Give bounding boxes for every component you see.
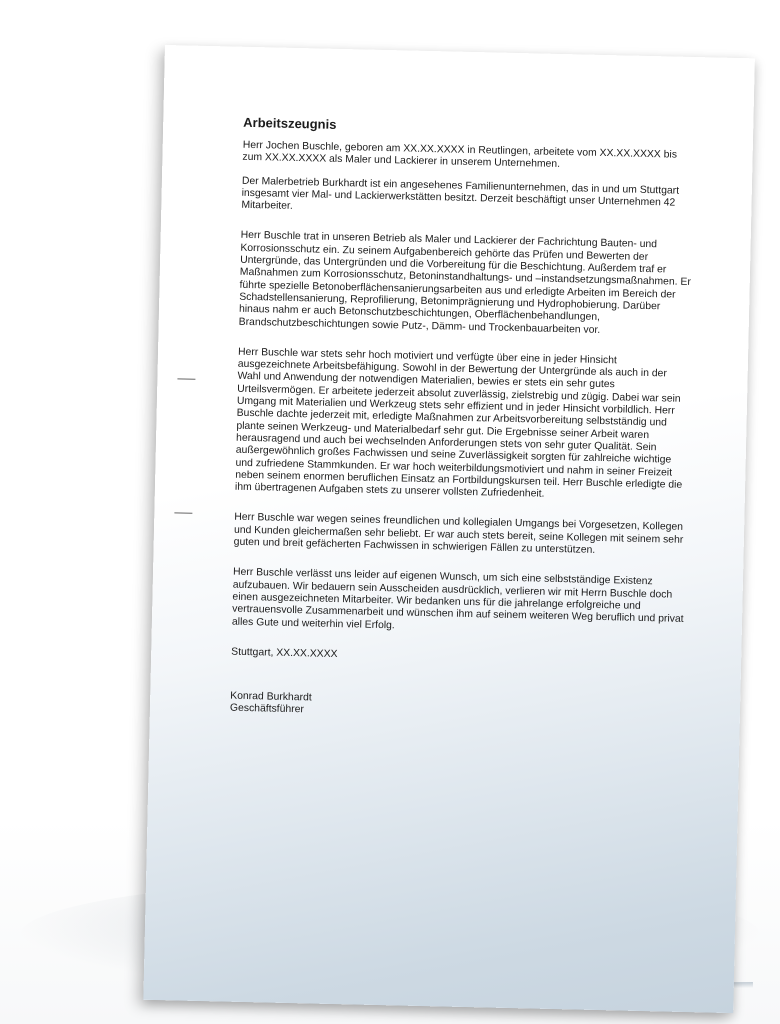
document-page [143, 45, 755, 1013]
signer-name: Konrad Burkhardt [230, 690, 312, 704]
paragraph-conduct: Herr Buschle war wegen seines freundlichen und kollegialen Umgangs bei Vorgesetzen, Kollegen und Kunden gleichermaßen sehr beliebt. Er war auch stets bereit, seine Kollegen mit seinem sehr guten und breit gefächerten Fachwissen in schwierigen Fällen zu unterstützen. [233, 512, 684, 556]
document-title: Arbeitszeugnis [243, 114, 337, 132]
fold-mark-upper [177, 378, 195, 379]
paragraph-company: Der Malerbetrieb Burkhardt ist ein angesehenes Familienunternehmen, das in und um Stuttgart insgesamt vier Mal- und Lackierwerkstätten besitzt. Derzeit beschäftigt unser Unternehmen 42 Mitarbeiter. [241, 175, 680, 213]
paragraph-performance: Herr Buschle war stets sehr hoch motiviert und verfügte über eine in jeder Hinsicht ausgezeichnete Arbeitsbefähigung. Sowohl in der Bewertung der Untergründe als auch in der Wahl und Anwendung der notwendigen Materialien, bewies er stets ein sehr gutes Urteilsvermögen. Er arbeitete jederzeit absolut zuverlässig, zielstrebig und zügig. Dabei war sein Umgang mit Materialien und Werkzeug stets sehr effizient und in jeder Hinsicht vorbildlich. Herr Buschle dachte jederzeit mit, erledigte Maßnahmen zur Arbeitsvorbereitung selbstständig und plante seinen Werkzeug- und Materialbedarf sehr gut. Die Ergebnisse seiner Arbeit waren herausragend und auch bei wechselnden Anforderungen stets von sehr guter Qualität. Sein außergewöhnlich großes Fachwissen und seine Zuverlässigkeit sorgten für zahlreiche wichtige und zufriedene Stammkunden. Er war hoch weiterbildungsmotiviert und nahm in seiner Freizeit neben seinem enormen beruflichen Einsatz an Fortbildungskursen teil. Herr Buschle erledigte die ihm übertragenen Aufgaben stets zu unserer vollsten Zufriedenheit. [234, 346, 683, 500]
paragraph-closing: Herr Buschle verlässt uns leider auf eigenen Wunsch, um sich eine selbstständige Existenz aufzubauen. Wir bedauern sein Ausscheiden ausdrücklich, verlieren wir mit Herrn Buschle doch einen ausgezeichneten Mitarbeiter. Wir bedanken uns für die jahrelange erfolgreiche und vertrauensvolle Zusammenarbeit und wünschen ihm auf seinem weiteren Weg beruflich und privat alles Gute und weiterhin viel Erfolg. [231, 566, 684, 631]
signature-block [230, 691, 682, 726]
paragraph-intro: Herr Jochen Buschle, geboren am XX.XX.XXXX in Reutlingen, arbeitete vom XX.XX.XXXX bis zum XX.XX.XXXX als Maler und Lackierer in unserem Unternehmen. [242, 139, 678, 171]
fold-mark-lower [174, 512, 192, 513]
place-date: Stuttgart, XX.XX.XXXX [231, 646, 338, 660]
paragraph-duties: Herr Buschle trat in unseren Betrieb als Maler und Lackierer der Fachrichtung Bauten- und Korrosionsschutz ein. Zu seinem Aufgabenbereich gehörte das Prüfen und Bewerten der Untergründe, das Untergründen und die Vorbereitung für die Beschichtung. Außerdem traf er Maßnahmen zum Korrosionsschutz, Betoninstandhaltungs- und –instandsetzungsmaßnahmen. Er führte spezielle Betonoberflächensanierungsarbeiten aus und erledigte Arbeiten im Bereich der Schadstellensanierung, Reprofilierung, Betonimprägnierung und Hydrophobierung. Darüber hinaus nahm er auch Betonschutzbeschichtungen, Oberflächenbehandlungen, Brandschutzbeschichtungen sowie Putz-, Dämm- und Trockenbauarbeiten vor. [238, 230, 691, 336]
signer-role: Geschäftsführer [229, 703, 304, 716]
